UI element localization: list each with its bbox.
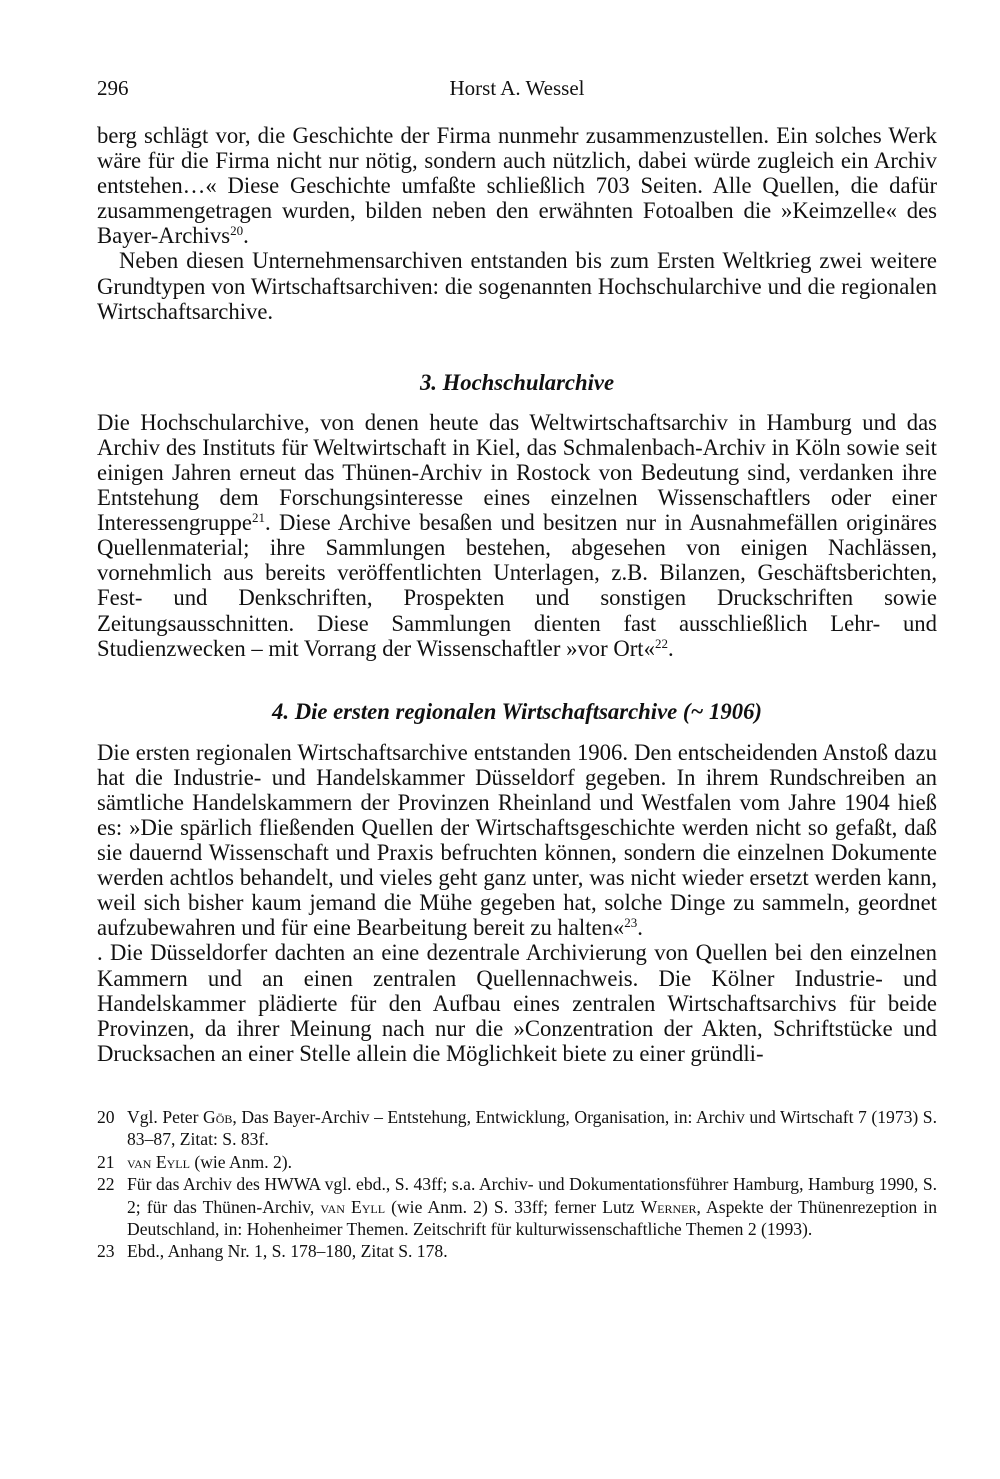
- section-4-heading: 4. Die ersten regionalen Wirtschaftsarchive (~ 1906): [272, 698, 762, 724]
- section-4-paragraph-2: . Die Düsseldorfer dachten an eine dezentrale Archivierung von Quellen bei den einzelnen Kammern und an einen zentralen Quellennachweis. Die Kölner Industrie- und Handelskammer plädierte für den Aufbau eines zentralen Wirtschaftsarchivs für beide Provinzen, da ihrer Meinung nach nur die »Conzentration der Akten, Schriftstücke und Drucksachen an einer Stelle allein die Möglichkeit biete zu einer gründli-: [97, 940, 937, 1066]
- intro-paragraph-1: [97, 123, 937, 248]
- footnote-ref-22: 22: [654, 635, 668, 651]
- footnote-20: [97, 1106, 937, 1151]
- footnote-number: 22: [97, 1174, 115, 1195]
- footnote-20-author: Göb: [203, 1106, 233, 1127]
- footnote-ref-21: 21: [251, 510, 265, 526]
- page-number: 296: [97, 76, 129, 100]
- section-3-paragraph: [97, 410, 937, 661]
- intro-paragraph-1-end: .: [243, 223, 249, 249]
- footnote-text: [127, 1106, 937, 1151]
- footnote-text: [127, 1151, 937, 1173]
- page: [97, 68, 937, 1263]
- running-head: [97, 68, 937, 108]
- footnote-ref-20: 20: [230, 223, 244, 239]
- section-4-paragraph-1-text: Die ersten regionalen Wirtschaftsarchive entstanden 1906. Den entscheidenden Anstoß dazu hat die Industrie- und Handelskammer Düsseldorf gegeben. In ihrem Rundschreiben an sämtliche Handelskammern der Provinzen Rheinland und Westfalen vom Jahre 1904 hieß es: »Die spärlich fließenden Quellen der Wirtschaftsgeschichte werden nicht so gefaßt, daß sie dauernd Wissenschaft und Praxis befruchten können, sondern die einzelnen Dokumente werden achtlos behandelt, und vieles geht ganz unter, was nicht wieder ersetzt werden kann, weil sich bisher kaum jemand die Mühe gegeben hat, solche Dinge zu sammeln, geordnet aufzubewahren und für eine Bearbeitung bereit zu halten«: [97, 739, 937, 941]
- section-3-text-end: .: [667, 635, 674, 661]
- footnote-number: 21: [97, 1151, 115, 1172]
- footnote-21: [97, 1151, 937, 1173]
- intro-paragraph-1-text: berg schlägt vor, die Geschichte der Firma nunmehr zusammenzustellen. Ein solches Werk wäre für die Firma nicht nur nötig, sondern auch nützlich, dabei würde zugleich ein Archiv entstehen…« Diese Geschichte umfaßte schließlich 703 Seiten. Alle Quellen, die dafür zusammengetragen wurden, bilden neben den erwähnten Fotoalben die »Keimzelle« des Bayer-Archivs: [97, 123, 937, 249]
- footnote-22-post: , Aspekte der Thünenrezeption in Deutschland, in: Hohenheimer Themen. Zeitschrift für kulturwissenschaftliche Themen 2 (1993).: [127, 1196, 937, 1239]
- section-4-paragraph-1-end: .: [637, 915, 643, 941]
- section-3-text-2: . Diese Archive besaßen und besitzen nur in Ausnahmefällen originäres Quellenmaterial; ihre Sammlungen bestehen, abgesehen von einigen Nachlässen, vornehmlich aus bereits veröffentlichten Unterlagen, z.B. Bilanzen, Geschäftsberichten, Fest- und Denkschriften, Prospekten und sonstigen Druckschriften sowie Zeitungsausschnitten. Diese Sammlungen dienten fast ausschließlich Lehr- und Studienzwecken – mit Vorrang der Wissenschaftler »vor Ort«: [97, 510, 937, 661]
- footnote-21-post: (wie Anm. 2).: [189, 1151, 293, 1172]
- footnote-22: [97, 1173, 937, 1240]
- intro-paragraph-2: Neben diesen Unternehmensarchiven entstanden bis zum Ersten Weltkrieg zwei weitere Grundtypen von Wirtschaftsarchiven: die sogenannten Hochschularchive und die regionalen Wirtschaftsarchive.: [97, 248, 937, 324]
- footnotes: [97, 1106, 937, 1263]
- footnote-text: [127, 1173, 937, 1240]
- footnote-ref-23: 23: [624, 915, 638, 931]
- footnote-20-post: , Das Bayer-Archiv – Entstehung, Entwicklung, Organisation, in: Archiv und Wirtschaft 7 (1973) S. 83–87, Zitat: S. 83f.: [127, 1106, 937, 1150]
- footnote-22-pre: Für das Archiv des HWWA vgl. ebd., S. 43ff; s.a. Archiv- und Dokumentationsführer Hamburg, Hamburg 1990, S. 2; für das Thünen-Archiv,: [127, 1174, 937, 1217]
- footnote-22-author-2: Werner: [640, 1196, 697, 1217]
- footnote-23: [97, 1240, 937, 1262]
- footnote-text: Ebd., Anhang Nr. 1, S. 178–180, Zitat S. 178.: [127, 1241, 448, 1262]
- section-4-paragraph-1: [97, 740, 937, 941]
- footnote-22-mid: (wie Anm. 2) S. 33ff; ferner Lutz: [385, 1196, 641, 1217]
- section-3-heading: 3. Hochschularchive: [419, 369, 615, 395]
- footnote-20-pre: Vgl. Peter: [127, 1106, 203, 1127]
- body-text: [97, 123, 937, 1066]
- footnote-22-author-1: van Eyll: [320, 1196, 386, 1217]
- footnote-number: 23: [97, 1241, 115, 1262]
- running-title: Horst A. Wessel: [449, 76, 585, 100]
- section-3-text-1: Die Hochschularchive, von denen heute das Weltwirtschaftsarchiv in Hamburg und das Archiv des Instituts für Weltwirtschaft in Kiel, das Schmalenbach-Archiv in Köln sowie seit einigen Jahren erneut das Thünen-Archiv in Rostock von Bedeutung sind, verdanken ihre Entstehung dem Forschungsinteresse eines einzelnen Wissenschaftlers oder einer Interessengruppe: [97, 409, 937, 536]
- footnote-number: 20: [97, 1106, 115, 1127]
- footnote-21-author: van Eyll: [127, 1151, 190, 1172]
